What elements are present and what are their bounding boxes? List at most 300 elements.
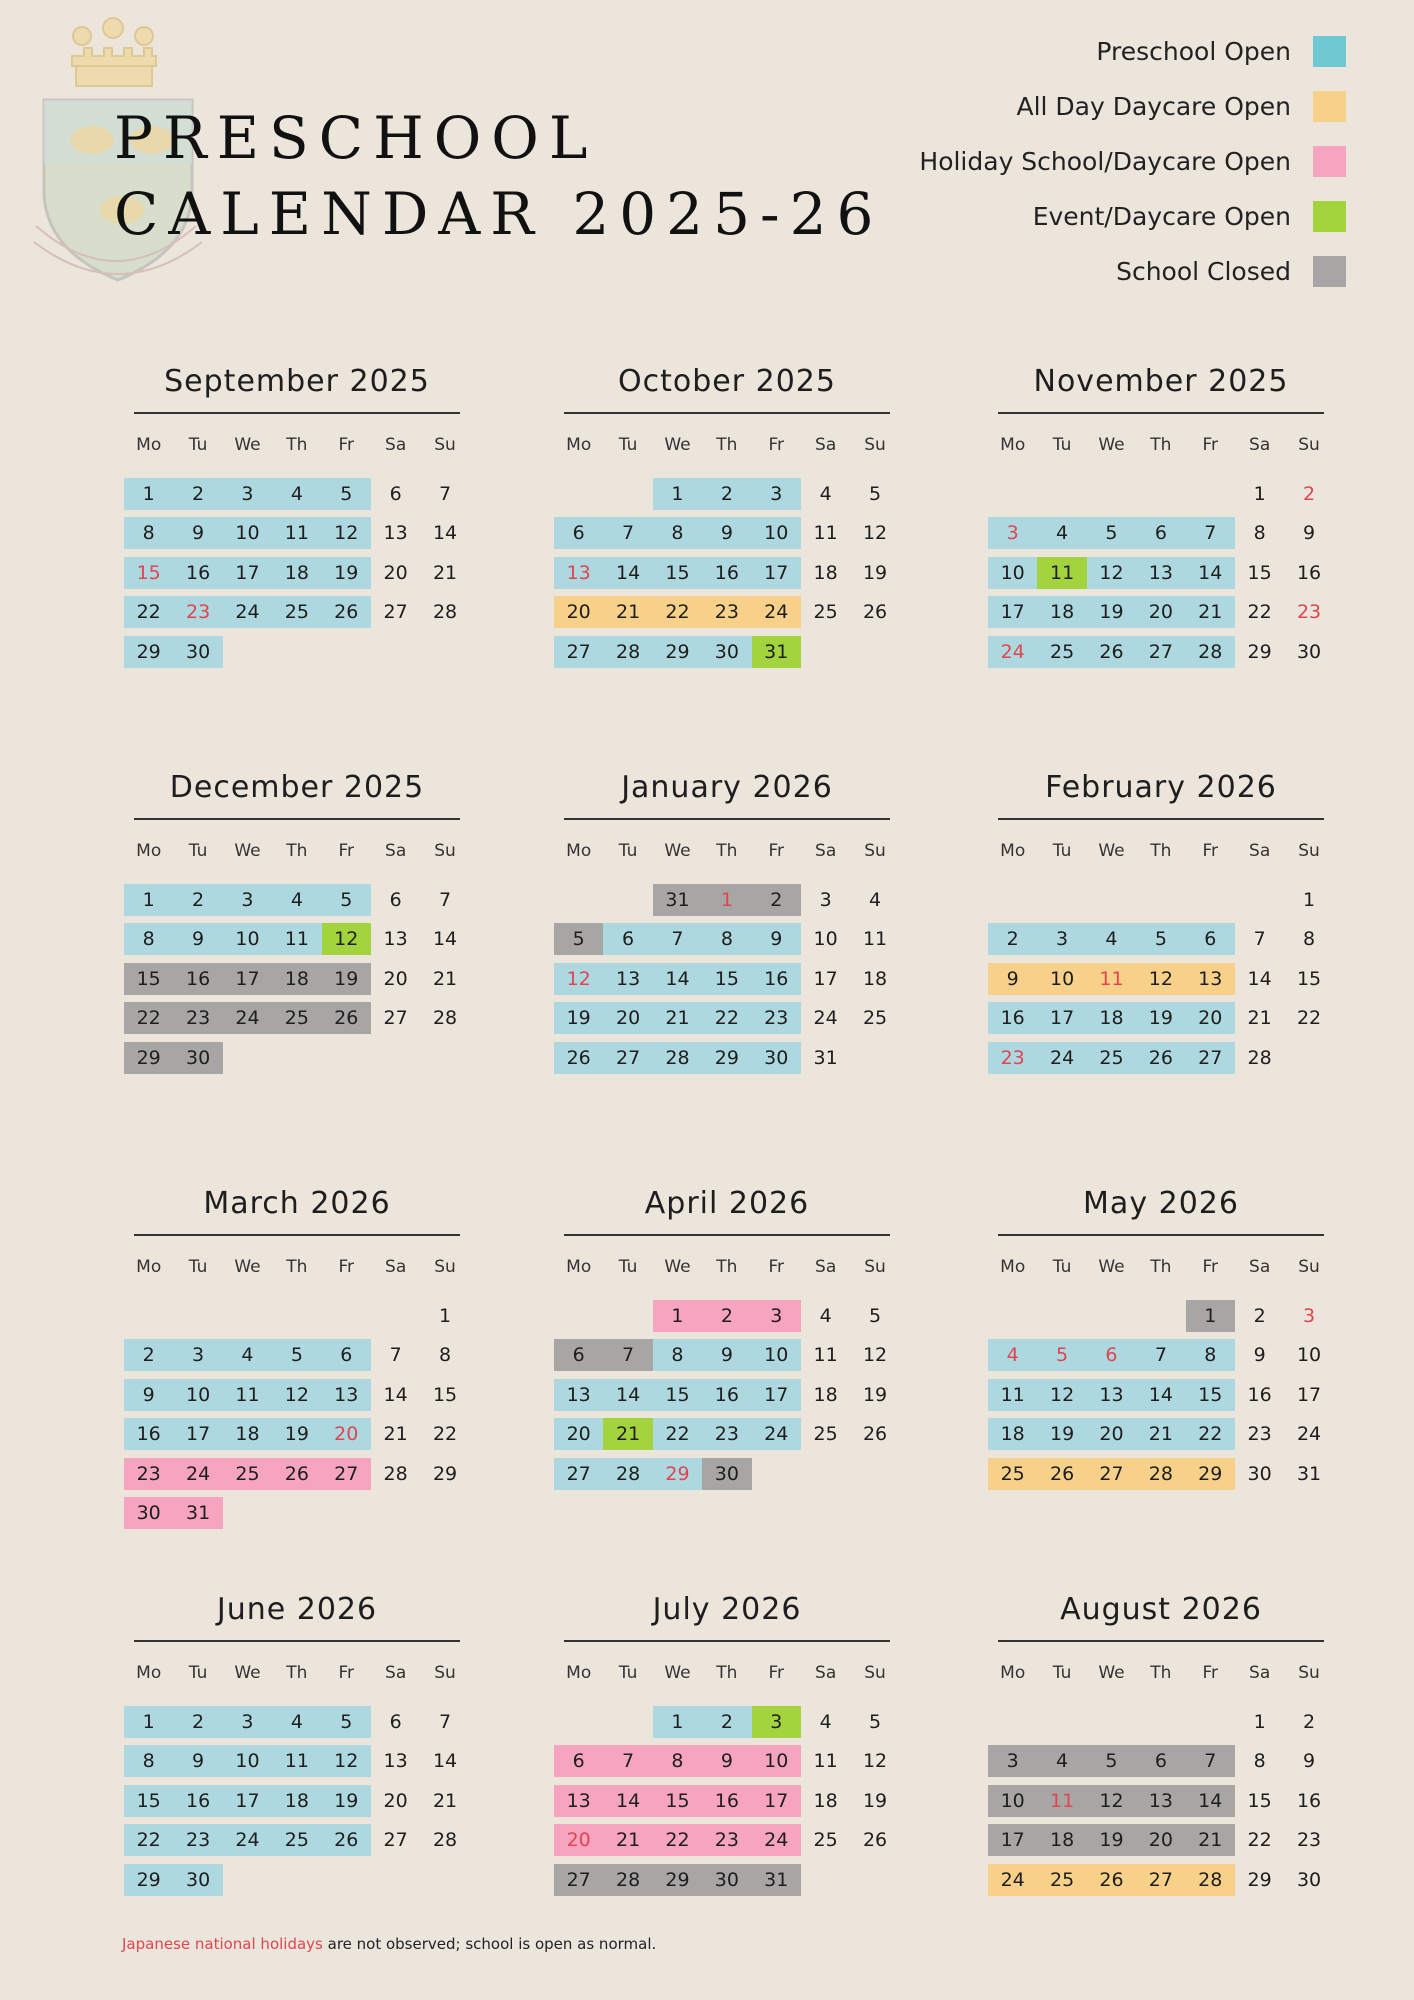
empty-day xyxy=(1186,1706,1235,1738)
weekday-label: Mo xyxy=(1000,435,1026,455)
empty-day xyxy=(603,1706,652,1738)
day-cell: 18 xyxy=(272,557,321,589)
day-cell: 10 xyxy=(752,1745,801,1777)
empty-day xyxy=(1136,1706,1185,1738)
month-calendar xyxy=(554,770,900,1078)
day-cell: 28 xyxy=(1186,1864,1235,1896)
day-cell: 15 xyxy=(124,557,173,589)
day-cell: 15 xyxy=(1186,1379,1235,1411)
month-title: June 2026 xyxy=(134,1592,460,1642)
weekday-label: Mo xyxy=(566,435,592,455)
day-cell: 2 xyxy=(173,1706,222,1738)
legend-item xyxy=(919,201,1346,232)
weekday-header xyxy=(988,1658,1334,1688)
day-cell: 25 xyxy=(1087,1042,1136,1074)
day-cell: 21 xyxy=(432,967,458,990)
empty-day xyxy=(223,636,272,668)
day-cell: 13 xyxy=(322,1379,371,1411)
day-cell: 10 xyxy=(813,928,838,951)
empty-day xyxy=(850,636,899,668)
day-cell: 8 xyxy=(1253,522,1266,545)
month-title: January 2026 xyxy=(564,770,890,820)
day-cell: 11 xyxy=(223,1379,272,1411)
day-cell: 15 xyxy=(653,1379,702,1411)
day-cell: 20 xyxy=(554,1824,603,1856)
day-cell: 19 xyxy=(862,1383,888,1406)
empty-day xyxy=(371,1300,420,1332)
day-cell: 17 xyxy=(813,967,838,990)
day-cell: 21 xyxy=(383,1423,408,1446)
weekday-header xyxy=(124,1658,470,1688)
day-cell: 9 xyxy=(1302,522,1316,545)
weekday-header xyxy=(554,1658,900,1688)
weekday-label: Mo xyxy=(566,1663,592,1683)
day-cell: 27 xyxy=(383,601,408,624)
day-cell: 20 xyxy=(1186,1002,1235,1034)
day-cell: 27 xyxy=(1087,1458,1136,1490)
day-cell: 12 xyxy=(862,1750,888,1773)
month-calendar xyxy=(124,364,470,672)
day-cell: 29 xyxy=(1247,640,1272,663)
day-cell: 23 xyxy=(988,1042,1037,1074)
month-calendar xyxy=(124,1186,470,1533)
empty-day xyxy=(371,1864,420,1896)
weekday-label: Su xyxy=(1298,1257,1320,1277)
day-cell: 29 xyxy=(124,1864,173,1896)
day-cell: 23 xyxy=(124,1458,173,1490)
weekday-label: Sa xyxy=(385,435,407,455)
day-cell: 13 xyxy=(383,1750,408,1773)
weekday-label: Tu xyxy=(188,435,208,455)
day-cell: 4 xyxy=(272,1706,321,1738)
day-cell: 19 xyxy=(554,1002,603,1034)
day-cell: 10 xyxy=(752,517,801,549)
day-cell: 24 xyxy=(813,1007,838,1030)
weekday-label: Sa xyxy=(1249,435,1271,455)
weekday-header xyxy=(554,430,900,460)
weekday-label: Th xyxy=(716,435,738,455)
day-cell: 26 xyxy=(272,1458,321,1490)
day-cell: 27 xyxy=(603,1042,652,1074)
day-cell: 22 xyxy=(653,1824,702,1856)
day-cell: 24 xyxy=(223,1824,272,1856)
month-title: February 2026 xyxy=(998,770,1324,820)
weekday-label: Tu xyxy=(1052,435,1072,455)
weekday-label: Mo xyxy=(136,1663,162,1683)
day-cell: 30 xyxy=(702,1864,751,1896)
day-cell: 7 xyxy=(603,1339,652,1371)
month-title: November 2025 xyxy=(998,364,1324,414)
day-cell: 3 xyxy=(752,478,801,510)
day-grid xyxy=(988,1702,1334,1900)
day-cell: 22 xyxy=(124,1002,173,1034)
weekday-label: We xyxy=(1098,1663,1125,1683)
weekday-label: We xyxy=(234,841,261,861)
weekday-label: Th xyxy=(286,435,308,455)
weekday-header xyxy=(124,1252,470,1282)
footnote-text: are not observed; school is open as normal. xyxy=(322,1935,657,1953)
day-cell: 24 xyxy=(988,1864,1037,1896)
day-cell: 1 xyxy=(1186,1300,1235,1332)
day-cell: 7 xyxy=(1253,928,1266,951)
day-cell: 20 xyxy=(383,1789,408,1812)
day-cell: 23 xyxy=(173,596,222,628)
day-cell: 15 xyxy=(1296,967,1322,990)
day-cell: 10 xyxy=(1296,1344,1322,1367)
day-cell: 30 xyxy=(702,1458,751,1490)
day-cell: 14 xyxy=(383,1383,408,1406)
weekday-label: Sa xyxy=(385,841,407,861)
day-cell: 17 xyxy=(988,596,1037,628)
weekday-label: Th xyxy=(286,1257,308,1277)
empty-day xyxy=(322,1300,371,1332)
day-cell: 29 xyxy=(432,1462,458,1485)
month-title: April 2026 xyxy=(564,1186,890,1236)
day-cell: 1 xyxy=(702,884,751,916)
day-cell: 19 xyxy=(322,1785,371,1817)
day-cell: 27 xyxy=(1186,1042,1235,1074)
day-cell: 22 xyxy=(702,1002,751,1034)
day-cell: 16 xyxy=(1296,1789,1322,1812)
day-cell: 29 xyxy=(653,1458,702,1490)
month-calendar xyxy=(124,1592,470,1900)
day-cell: 11 xyxy=(813,1344,838,1367)
empty-day xyxy=(1037,478,1086,510)
empty-day xyxy=(1186,478,1235,510)
day-cell: 14 xyxy=(603,1785,652,1817)
day-cell: 20 xyxy=(554,1418,603,1450)
empty-day xyxy=(554,1300,603,1332)
empty-day xyxy=(603,478,652,510)
day-cell: 5 xyxy=(1136,923,1185,955)
weekday-header xyxy=(988,1252,1334,1282)
empty-day xyxy=(272,1300,321,1332)
empty-day xyxy=(272,1042,321,1074)
day-cell: 25 xyxy=(813,1423,838,1446)
day-grid xyxy=(554,1702,900,1900)
day-cell: 11 xyxy=(813,1750,838,1773)
day-cell: 27 xyxy=(322,1458,371,1490)
day-cell: 23 xyxy=(752,1002,801,1034)
empty-day xyxy=(272,636,321,668)
day-cell: 18 xyxy=(988,1418,1037,1450)
weekday-header xyxy=(124,836,470,866)
day-cell: 24 xyxy=(173,1458,222,1490)
weekday-label: Sa xyxy=(815,841,837,861)
day-cell: 4 xyxy=(988,1339,1037,1371)
day-cell: 21 xyxy=(1136,1418,1185,1450)
day-cell: 23 xyxy=(1247,1423,1272,1446)
day-cell: 25 xyxy=(813,601,838,624)
day-cell: 6 xyxy=(322,1339,371,1371)
weekday-label: Fr xyxy=(768,1257,785,1277)
day-cell: 24 xyxy=(223,1002,272,1034)
day-cell: 13 xyxy=(1186,963,1235,995)
legend-swatch xyxy=(1313,91,1346,122)
day-cell: 3 xyxy=(223,478,272,510)
day-cell: 22 xyxy=(1296,1007,1322,1030)
day-cell: 18 xyxy=(862,967,888,990)
empty-day xyxy=(1235,884,1284,916)
day-cell: 16 xyxy=(702,1379,751,1411)
day-cell: 18 xyxy=(813,561,838,584)
empty-day xyxy=(1037,1300,1086,1332)
day-cell: 29 xyxy=(1247,1868,1272,1891)
weekday-label: Tu xyxy=(618,435,638,455)
day-cell: 14 xyxy=(653,963,702,995)
weekday-label: Sa xyxy=(1249,841,1271,861)
day-cell: 17 xyxy=(223,963,272,995)
day-cell: 25 xyxy=(272,596,321,628)
day-cell: 6 xyxy=(554,517,603,549)
weekday-label: Mo xyxy=(566,1257,592,1277)
day-cell: 24 xyxy=(223,596,272,628)
day-cell: 15 xyxy=(1247,1789,1272,1812)
weekday-label: Tu xyxy=(618,1257,638,1277)
day-cell: 1 xyxy=(124,884,173,916)
day-cell: 29 xyxy=(1186,1458,1235,1490)
month-calendar xyxy=(554,1186,900,1494)
day-grid xyxy=(554,1296,900,1494)
weekday-label: Su xyxy=(864,435,886,455)
day-cell: 12 xyxy=(862,522,888,545)
day-cell: 9 xyxy=(1253,1344,1266,1367)
day-cell: 23 xyxy=(702,596,751,628)
day-cell: 2 xyxy=(702,1300,751,1332)
weekday-header xyxy=(124,430,470,460)
empty-day xyxy=(1037,884,1086,916)
day-cell: 9 xyxy=(173,923,222,955)
weekday-label: Mo xyxy=(1000,1257,1026,1277)
weekday-label: Mo xyxy=(136,435,162,455)
month-calendar xyxy=(988,364,1334,672)
month-title: August 2026 xyxy=(998,1592,1324,1642)
day-cell: 12 xyxy=(1087,1785,1136,1817)
day-cell: 11 xyxy=(813,522,838,545)
day-cell: 12 xyxy=(322,923,371,955)
title-line-1: PRESCHOOL xyxy=(114,104,598,172)
legend-label: Preschool Open xyxy=(1096,37,1291,66)
day-cell: 2 xyxy=(1302,482,1316,505)
day-cell: 7 xyxy=(438,1710,452,1733)
day-cell: 27 xyxy=(554,636,603,668)
day-cell: 4 xyxy=(1037,1745,1086,1777)
day-cell: 4 xyxy=(819,1304,832,1327)
empty-day xyxy=(322,636,371,668)
empty-day xyxy=(1087,884,1136,916)
day-cell: 3 xyxy=(223,884,272,916)
day-cell: 19 xyxy=(1136,1002,1185,1034)
empty-day xyxy=(801,1458,850,1490)
weekday-label: Mo xyxy=(1000,1663,1026,1683)
day-cell: 17 xyxy=(1037,1002,1086,1034)
legend-label: Holiday School/Daycare Open xyxy=(919,147,1291,176)
day-cell: 14 xyxy=(603,557,652,589)
day-cell: 31 xyxy=(173,1497,222,1529)
day-cell: 6 xyxy=(554,1745,603,1777)
day-cell: 2 xyxy=(1302,1710,1316,1733)
day-cell: 15 xyxy=(653,1785,702,1817)
day-cell: 19 xyxy=(322,963,371,995)
day-cell: 23 xyxy=(173,1002,222,1034)
day-cell: 4 xyxy=(272,478,321,510)
day-cell: 4 xyxy=(272,884,321,916)
day-cell: 5 xyxy=(868,1304,882,1327)
day-cell: 31 xyxy=(653,884,702,916)
day-cell: 22 xyxy=(124,1824,173,1856)
day-cell: 24 xyxy=(752,1418,801,1450)
empty-day xyxy=(801,1864,850,1896)
day-cell: 22 xyxy=(653,1418,702,1450)
day-cell: 12 xyxy=(554,963,603,995)
legend-label: School Closed xyxy=(1116,257,1291,286)
day-cell: 10 xyxy=(752,1339,801,1371)
day-cell: 2 xyxy=(1253,1304,1266,1327)
day-cell: 6 xyxy=(389,888,402,911)
month-calendar xyxy=(554,1592,900,1900)
month-calendar xyxy=(988,1592,1334,1900)
month-calendar xyxy=(988,1186,1334,1494)
weekday-label: Mo xyxy=(136,1257,162,1277)
day-cell: 4 xyxy=(819,482,832,505)
day-cell: 22 xyxy=(1247,1829,1272,1852)
day-cell: 22 xyxy=(432,1423,458,1446)
day-cell: 27 xyxy=(1136,1864,1185,1896)
legend-label: Event/Daycare Open xyxy=(1032,202,1291,231)
day-cell: 5 xyxy=(322,1706,371,1738)
day-cell: 7 xyxy=(1186,517,1235,549)
day-cell: 16 xyxy=(173,1785,222,1817)
day-cell: 19 xyxy=(1087,596,1136,628)
day-cell: 12 xyxy=(862,1344,888,1367)
day-cell: 2 xyxy=(988,923,1037,955)
day-cell: 1 xyxy=(124,1706,173,1738)
day-cell: 16 xyxy=(173,963,222,995)
day-cell: 1 xyxy=(653,478,702,510)
day-cell: 10 xyxy=(988,1785,1037,1817)
weekday-label: Th xyxy=(1150,841,1172,861)
day-cell: 18 xyxy=(1037,1824,1086,1856)
day-grid xyxy=(124,1702,470,1900)
day-cell: 18 xyxy=(272,1785,321,1817)
weekday-label: Su xyxy=(864,1663,886,1683)
day-cell: 9 xyxy=(702,1339,751,1371)
weekday-header xyxy=(988,836,1334,866)
day-cell: 11 xyxy=(862,928,888,951)
weekday-label: Tu xyxy=(1052,1257,1072,1277)
legend-item xyxy=(919,146,1346,177)
legend-swatch xyxy=(1313,146,1346,177)
empty-day xyxy=(1136,1300,1185,1332)
day-cell: 4 xyxy=(1087,923,1136,955)
day-cell: 18 xyxy=(1037,596,1086,628)
day-cell: 25 xyxy=(272,1002,321,1034)
day-cell: 13 xyxy=(1136,557,1185,589)
empty-day xyxy=(272,1497,321,1529)
month-title: May 2026 xyxy=(998,1186,1324,1236)
day-cell: 15 xyxy=(702,963,751,995)
weekday-label: We xyxy=(234,435,261,455)
day-grid xyxy=(988,1296,1334,1494)
empty-day xyxy=(371,1497,420,1529)
day-cell: 6 xyxy=(1087,1339,1136,1371)
day-cell: 8 xyxy=(653,1339,702,1371)
day-cell: 28 xyxy=(1186,636,1235,668)
empty-day xyxy=(371,636,420,668)
empty-day xyxy=(1284,1042,1333,1074)
day-cell: 17 xyxy=(988,1824,1037,1856)
day-cell: 28 xyxy=(1136,1458,1185,1490)
day-cell: 18 xyxy=(813,1383,838,1406)
day-cell: 6 xyxy=(1136,1745,1185,1777)
day-cell: 10 xyxy=(223,1745,272,1777)
day-grid xyxy=(554,474,900,672)
empty-day xyxy=(272,1864,321,1896)
day-cell: 26 xyxy=(1087,1864,1136,1896)
weekday-label: We xyxy=(1098,1257,1125,1277)
day-cell: 24 xyxy=(1296,1423,1322,1446)
day-cell: 16 xyxy=(702,557,751,589)
day-cell: 17 xyxy=(223,1785,272,1817)
day-cell: 23 xyxy=(702,1824,751,1856)
day-cell: 9 xyxy=(173,517,222,549)
legend-label: All Day Daycare Open xyxy=(1016,92,1291,121)
day-cell: 16 xyxy=(173,557,222,589)
day-cell: 28 xyxy=(603,1458,652,1490)
month-title: December 2025 xyxy=(134,770,460,820)
day-cell: 11 xyxy=(272,517,321,549)
empty-day xyxy=(322,1864,371,1896)
day-cell: 3 xyxy=(819,888,832,911)
day-grid xyxy=(124,880,470,1078)
day-cell: 26 xyxy=(862,1829,888,1852)
day-cell: 5 xyxy=(554,923,603,955)
day-cell: 27 xyxy=(554,1458,603,1490)
day-cell: 13 xyxy=(554,1785,603,1817)
day-cell: 7 xyxy=(603,1745,652,1777)
weekday-label: Sa xyxy=(1249,1257,1271,1277)
day-cell: 2 xyxy=(173,478,222,510)
day-cell: 12 xyxy=(322,517,371,549)
day-cell: 29 xyxy=(653,636,702,668)
empty-day xyxy=(1087,478,1136,510)
legend-swatch xyxy=(1313,36,1346,67)
day-cell: 13 xyxy=(383,522,408,545)
day-cell: 20 xyxy=(1136,1824,1185,1856)
day-cell: 26 xyxy=(322,596,371,628)
day-cell: 2 xyxy=(752,884,801,916)
day-cell: 1 xyxy=(438,1304,452,1327)
weekday-label: Th xyxy=(286,1663,308,1683)
weekday-label: Fr xyxy=(1202,1663,1219,1683)
day-cell: 26 xyxy=(862,1423,888,1446)
day-cell: 9 xyxy=(752,923,801,955)
weekday-label: Fr xyxy=(338,435,355,455)
day-cell: 20 xyxy=(383,561,408,584)
day-cell: 28 xyxy=(603,636,652,668)
day-cell: 3 xyxy=(173,1339,222,1371)
day-cell: 16 xyxy=(752,963,801,995)
day-grid xyxy=(988,880,1334,1078)
weekday-label: We xyxy=(1098,435,1125,455)
empty-day xyxy=(850,1864,899,1896)
weekday-label: Su xyxy=(434,1257,456,1277)
day-cell: 9 xyxy=(988,963,1037,995)
day-cell: 12 xyxy=(272,1379,321,1411)
day-cell: 17 xyxy=(752,557,801,589)
empty-day xyxy=(322,1497,371,1529)
day-cell: 10 xyxy=(988,557,1037,589)
